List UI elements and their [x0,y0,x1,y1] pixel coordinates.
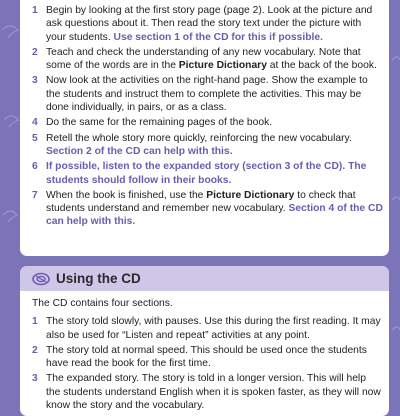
dolphin-icon [2,26,18,38]
step-item [32,74,383,114]
step-item [32,4,383,44]
item-number: 3 [32,373,38,385]
item-text: The story told at normal speed. This should be used once the students have read the book for the first time. [46,344,367,370]
step-text: Teach and check the understanding of any new vocabulary. Note that some of the words are in the [46,46,361,72]
item-number: 1 [32,316,38,328]
step-item [32,189,383,229]
item-text: The expanded story. The story is told in a longer version. This will help the students understand English when it is spoken faster, as they will now know the story and the vocabulary. [46,373,381,412]
cd-section-item [32,315,383,342]
step-text: Do the same for the remaining pages of the book. [46,117,273,129]
section-intro: The CD contains four sections. [32,298,173,309]
section-header [20,266,389,291]
dolphin-icon [4,116,18,127]
dolphin-icon [392,327,400,330]
step-item [32,46,383,73]
step-item [32,160,383,187]
cd-note: Section 4 of the CD can help with this. [46,203,383,228]
item-number: 2 [32,344,38,356]
cd-icon [32,272,50,286]
step-item [32,116,383,129]
step-item [32,132,383,159]
cd-note: Section 2 of the CD can help with this. [46,145,233,157]
teaching-steps-card [20,0,389,256]
picture-dictionary-term: Picture Dictionary [178,60,267,72]
step-number: 3 [32,75,38,87]
cd-section-item [32,344,383,371]
step-text: Now look at the activities on the right-hand page. Show the example to the students and instruct them to complete the activities. This may be done individually, in pairs, or as a class. [46,75,368,114]
step-text: at the back of the book. [266,60,377,72]
using-the-cd-card [20,266,389,416]
cd-section-item [32,372,383,412]
section-title: Using the CD [56,271,141,286]
step-text: When the book is finished, use the [46,189,207,201]
step-number: 1 [32,5,38,16]
step-number: 7 [32,189,38,201]
step-text: Retell the whole story more quickly, reinforcing the new vocabulary. [46,132,352,144]
step-number: 5 [32,132,38,144]
step-text: Begin by looking at the first story page (page 2). Look at the picture and ask questions about it. Then read the story text under the picture with your students. [46,5,373,43]
cd-note: Use section 1 of the CD for this if possible. [113,31,323,43]
picture-dictionary-term: Picture Dictionary [206,189,295,201]
teaching-steps-list [32,4,383,229]
step-number: 6 [32,161,38,173]
step-number: 4 [32,117,38,129]
dolphin-icon [392,197,400,200]
item-text: The story told slowly, with pauses. Use this during the first reading. It may also be used for “Listen and repeat” activities at any point. [46,316,381,341]
dolphin-icon [392,57,400,60]
step-text: to check that students understand and remember new vocabulary. [46,189,356,215]
step-number: 2 [32,46,38,58]
cd-sections-list [32,315,383,412]
cd-note: If possible, listen to the expanded story (section 3 of the CD). The students should follow in their books. [46,161,367,186]
dolphin-icon [3,211,17,222]
